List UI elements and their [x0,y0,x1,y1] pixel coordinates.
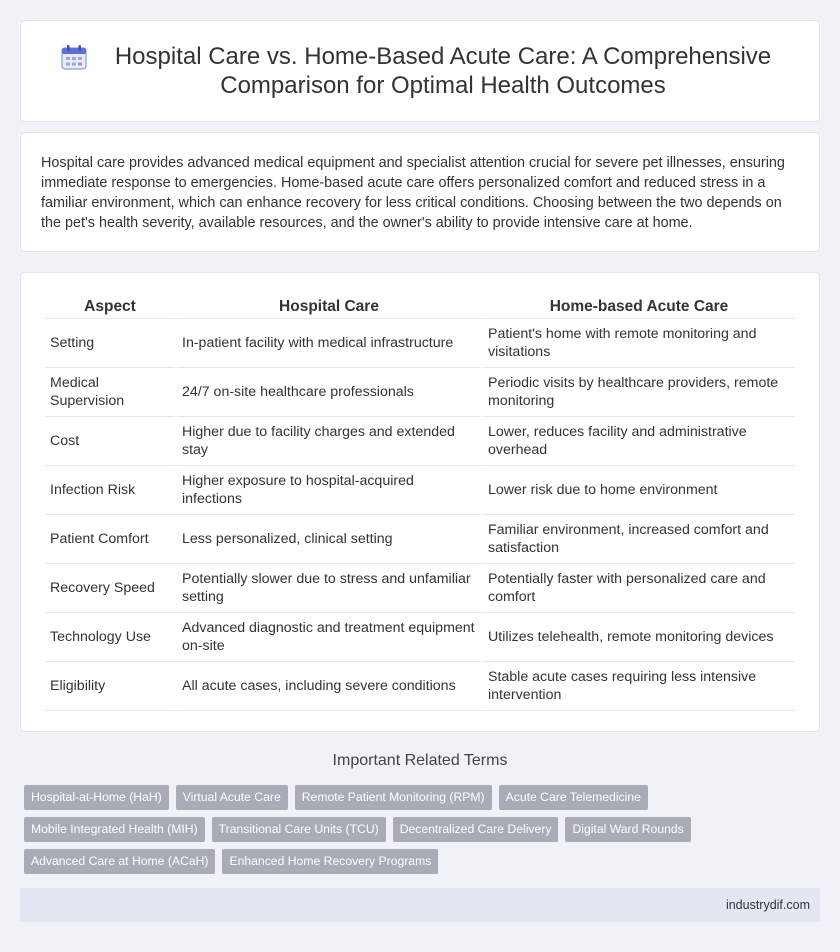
table-row [45,466,795,515]
row-hospital: All acute cases, including severe conditions [177,662,481,711]
related-term-tag[interactable]: Advanced Care at Home (ACaH) [24,849,215,874]
related-term-tag[interactable]: Virtual Acute Care [176,785,288,810]
row-aspect: Setting [45,319,175,368]
comparison-table [43,295,797,711]
row-home: Potentially faster with personalized care and comfort [483,564,795,613]
title-card [20,20,820,122]
table-row [45,368,795,417]
row-aspect: Medical Supervision [45,368,175,417]
header-home-care: Home-based Acute Care [483,295,795,319]
related-term-tag[interactable]: Mobile Integrated Health (MIH) [24,817,205,842]
row-hospital: 24/7 on-site healthcare professionals [177,368,481,417]
related-term-tag[interactable]: Acute Care Telemedicine [499,785,648,810]
row-home: Familiar environment, increased comfort and satisfaction [483,515,795,564]
row-home: Patient's home with remote monitoring and visitations [483,319,795,368]
row-hospital: Higher due to facility charges and extended stay [177,417,481,466]
row-home: Lower risk due to home environment [483,466,795,515]
row-home: Utilizes telehealth, remote monitoring devices [483,613,795,662]
table-row [45,319,795,368]
comparison-card [20,272,820,732]
row-aspect: Recovery Speed [45,564,175,613]
related-term-tag[interactable]: Hospital-at-Home (HaH) [24,785,169,810]
table-header-row [45,295,795,319]
row-home: Periodic visits by healthcare providers, remote monitoring [483,368,795,417]
row-aspect: Patient Comfort [45,515,175,564]
table-row [45,564,795,613]
row-aspect: Technology Use [45,613,175,662]
related-terms-heading: Important Related Terms [332,752,508,769]
related-term-tag[interactable]: Transitional Care Units (TCU) [212,817,386,842]
row-aspect: Cost [45,417,175,466]
table-row [45,613,795,662]
related-term-tag[interactable]: Remote Patient Monitoring (RPM) [295,785,492,810]
header-aspect: Aspect [45,295,175,319]
table-row [45,662,795,711]
footer [20,888,820,922]
related-terms-list [24,785,704,874]
intro-paragraph: Hospital care provides advanced medical equipment and specialist attention crucial for severe pet illnesses, ensuring immediate response to emergencies. Home-based acute care offers personalized comfort and reduced stress in a familiar environment, which can enhance recovery for less critical conditions. Choosing between the two depends on the pet's health severity, available resources, and the owner's ability to provide intensive care at home. [41,155,785,231]
footer-site-link[interactable]: industrydif.com [725,898,810,912]
table-row [45,417,795,466]
row-hospital: In-patient facility with medical infrastructure [177,319,481,368]
row-hospital: Potentially slower due to stress and unfamiliar setting [177,564,481,613]
related-term-tag[interactable]: Decentralized Care Delivery [393,817,559,842]
row-hospital: Higher exposure to hospital-acquired infections [177,466,481,515]
row-aspect: Infection Risk [45,466,175,515]
related-term-tag[interactable]: Enhanced Home Recovery Programs [222,849,438,874]
header-hospital-care: Hospital Care [177,295,481,319]
intro-card [20,132,820,252]
row-hospital: Less personalized, clinical setting [177,515,481,564]
calendar-icon [61,44,87,70]
row-home: Stable acute cases requiring less intensive intervention [483,662,795,711]
table-row [45,515,795,564]
page-title: Hospital Care vs. Home-Based Acute Care: A Comprehensive Comparison for Optimal Health Outcomes [114,43,772,99]
row-aspect: Eligibility [45,662,175,711]
row-home: Lower, reduces facility and administrative overhead [483,417,795,466]
related-term-tag[interactable]: Digital Ward Rounds [565,817,690,842]
row-hospital: Advanced diagnostic and treatment equipment on-site [177,613,481,662]
